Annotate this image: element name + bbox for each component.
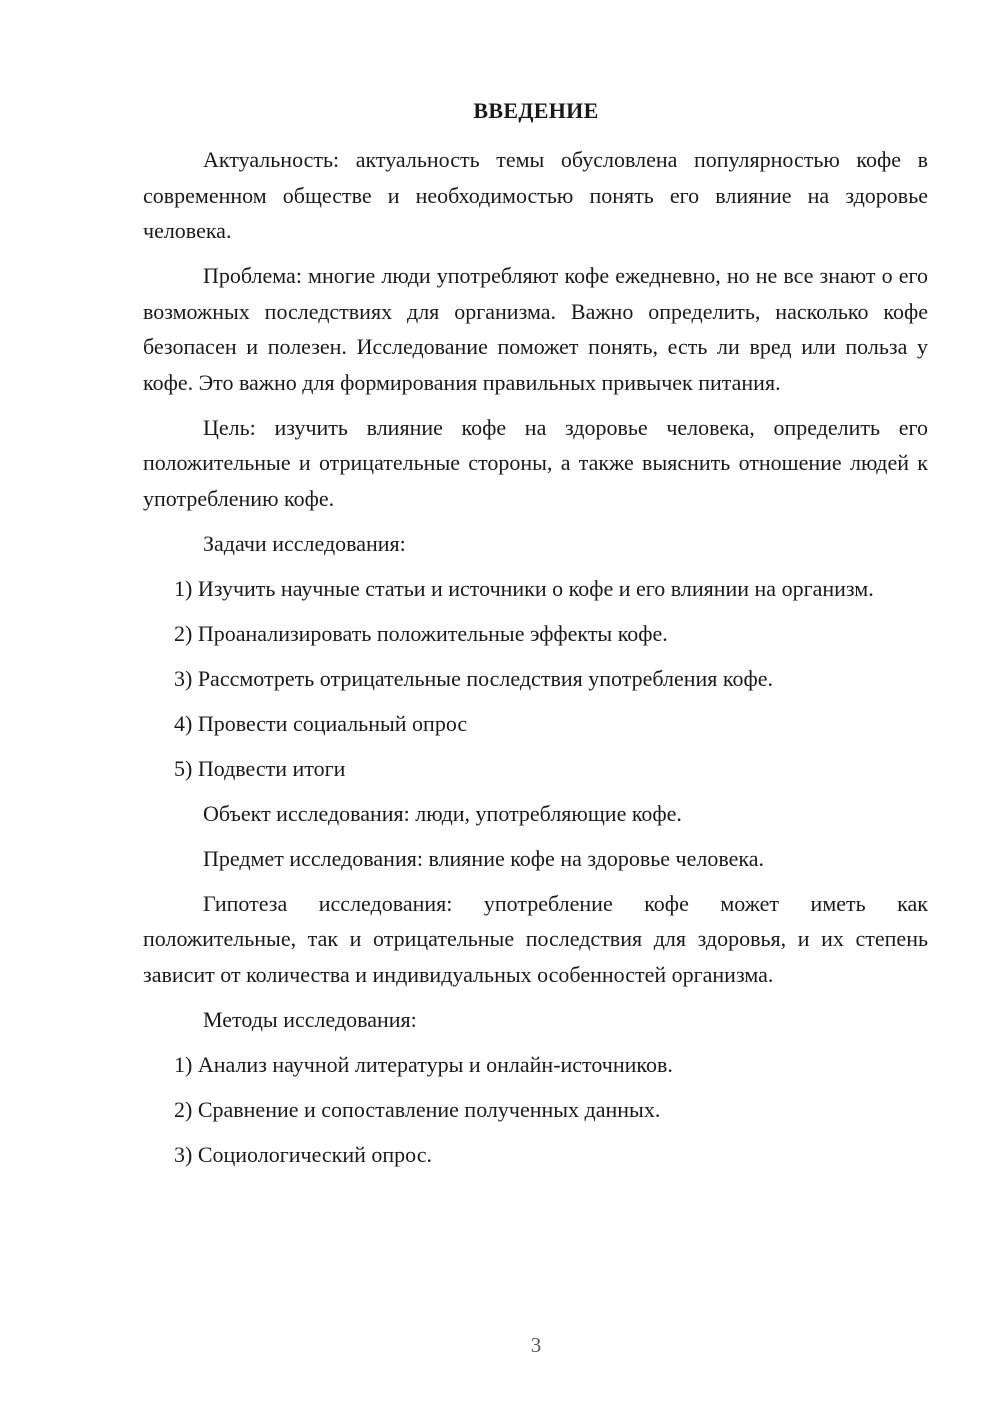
goal-paragraph: Цель: изучить влияние кофе на здоровье человека, определить его положительные и отрицательные стороны, а также выяснить отношение людей к употреблению кофе.: [143, 414, 928, 511]
methods-heading: Методы исследования:: [203, 1006, 417, 1032]
document-body: [143, 142, 928, 1182]
task-item-4: 4) Провести социальный опрос: [174, 710, 468, 736]
relevance-paragraph: Актуальность: актуальность темы обусловлена популярностью кофе в современном обществе и необходимостью понять его влияние на здоровье человека.: [143, 147, 928, 243]
subject-paragraph: Предмет исследования: влияние кофе на здоровье человека.: [203, 845, 764, 871]
hypothesis-paragraph: Гипотеза исследования: употребление кофе может иметь как положительные, так и отрицательные последствия для здоровья, и их степень зависит от количества и индивидуальных особенностей организма.: [143, 890, 928, 987]
task-item-5: 5) Подвести итоги: [174, 755, 346, 781]
object-paragraph: Объект исследования: люди, употребляющие кофе.: [203, 800, 682, 826]
task-item-1: 1) Изучить научные статьи и источники о кофе и его влиянии на организм.: [174, 575, 874, 601]
section-heading: ВВЕДЕНИЕ: [473, 98, 599, 123]
page-number: 3: [530, 1333, 542, 1357]
task-item-2: 2) Проанализировать положительные эффекты кофе.: [174, 620, 668, 646]
task-item-3: 3) Рассмотреть отрицательные последствия употребления кофе.: [174, 665, 773, 691]
method-item-1: 1) Анализ научной литературы и онлайн-источников.: [174, 1051, 673, 1077]
method-item-2: 2) Сравнение и сопоставление полученных данных.: [174, 1096, 661, 1122]
problem-paragraph: Проблема: многие люди употребляют кофе ежедневно, но не все знают о его возможных последствиях для организма. Важно определить, насколько кофе безопасен и полезен. Исследование поможет понять, есть ли вред или польза у кофе. Это важно для формирования правильных привычек питания.: [143, 263, 928, 395]
method-item-3: 3) Социологический опрос.: [174, 1141, 432, 1167]
tasks-heading: Задачи исследования:: [203, 530, 406, 556]
